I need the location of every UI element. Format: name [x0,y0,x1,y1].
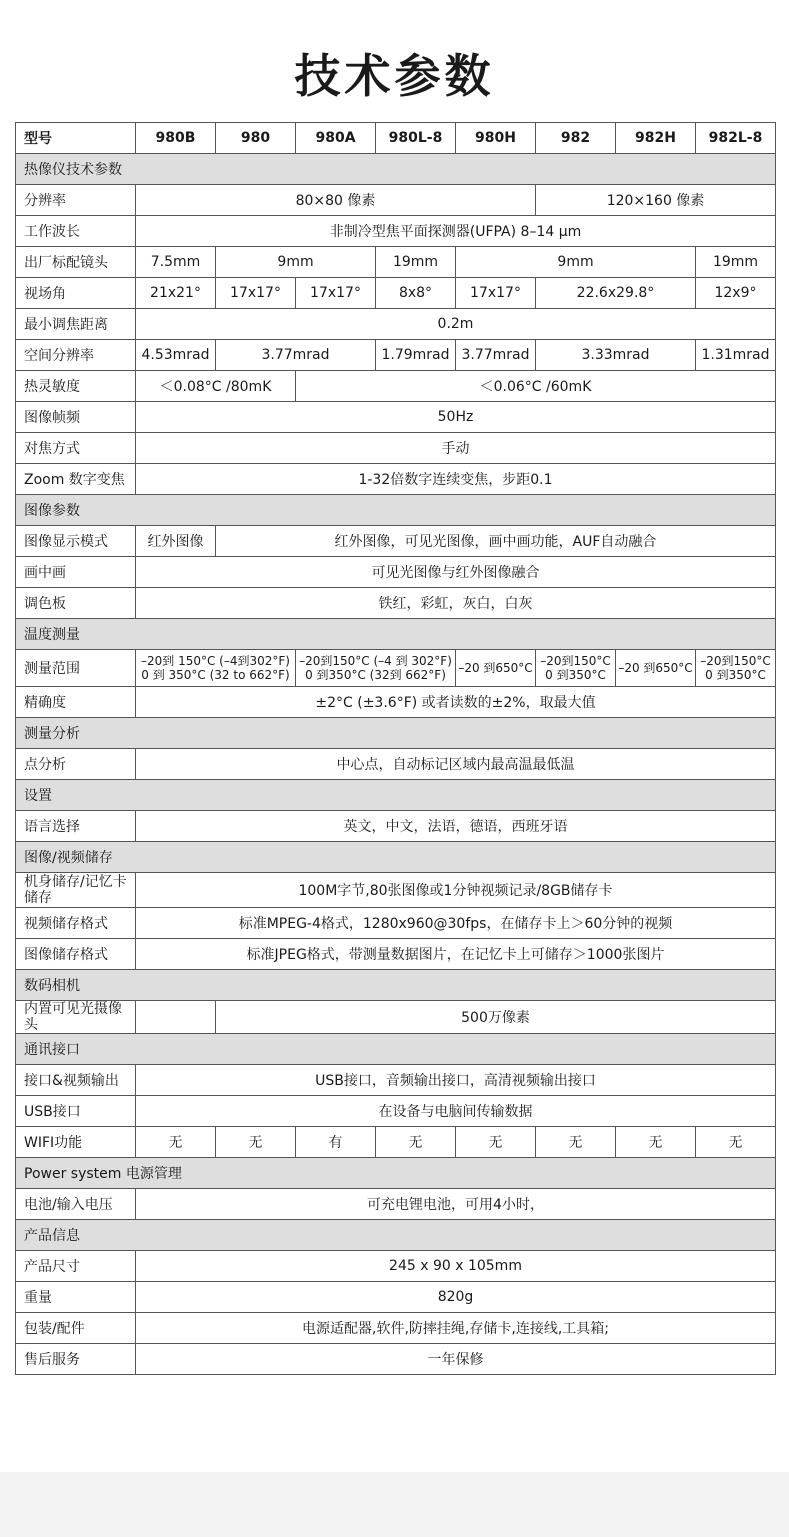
section-image: 图像参数 [16,495,776,526]
table-row [16,873,776,908]
ifov-value: 3.77mrad [456,340,536,371]
row-label: 视频储存格式 [16,908,136,939]
video-format-value: 标准MPEG-4格式，1280x960@30fps，在储存卡上＞60分钟的视频 [136,908,776,939]
table-row [16,1251,776,1282]
row-label: 工作波长 [16,216,136,247]
row-label: 图像储存格式 [16,939,136,970]
table-row [16,1065,776,1096]
waveband-value: 非制冷型焦平面探测器(UFPA) 8–14 μm [136,216,776,247]
section-analysis: 测量分析 [16,718,776,749]
section-row [16,619,776,650]
row-label: 调色板 [16,588,136,619]
ifov-value: 4.53mrad [136,340,216,371]
frame-rate-value: 50Hz [136,402,776,433]
table-row [16,939,776,970]
wifi-value: 无 [456,1127,536,1158]
weight-value: 820g [136,1282,776,1313]
row-label: 图像帧频 [16,402,136,433]
table-row [16,1127,776,1158]
ifov-value: 1.31mrad [696,340,776,371]
table-row [16,1189,776,1220]
section-power: Power system 电源管理 [16,1158,776,1189]
ifov-value: 1.79mrad [376,340,456,371]
section-row [16,1220,776,1251]
fov-value: 8x8° [376,278,456,309]
section-product: 产品信息 [16,1220,776,1251]
section-row [16,970,776,1001]
table-row [16,1282,776,1313]
table-row [16,908,776,939]
row-label: 重量 [16,1282,136,1313]
section-settings: 设置 [16,780,776,811]
row-label: 内置可见光摄像头 [16,1001,136,1034]
footer-band [0,1472,789,1537]
table-row [16,247,776,278]
range-value: –20到150°C 0 到350°C [536,650,616,687]
service-value: 一年保修 [136,1344,776,1375]
table-row [16,1001,776,1034]
row-label: 热灵敏度 [16,371,136,402]
row-label: 画中画 [16,557,136,588]
fov-value: 21x21° [136,278,216,309]
package-value: 电源适配器,软件,防摔挂绳,存储卡,连接线,工具箱; [136,1313,776,1344]
row-label: 图像显示模式 [16,526,136,557]
model-name: 980B [136,123,216,154]
image-format-value: 标准JPEG格式，带测量数据图片，在记忆卡上可储存＞1000张图片 [136,939,776,970]
model-row [16,123,776,154]
row-label: USB接口 [16,1096,136,1127]
table-row [16,749,776,780]
table-row [16,309,776,340]
range-value: –20到150°C 0 到350°C [696,650,776,687]
lens-value: 9mm [456,247,696,278]
fov-value: 12x9° [696,278,776,309]
table-row [16,371,776,402]
section-row [16,718,776,749]
table-row [16,1096,776,1127]
row-label: Zoom 数字变焦 [16,464,136,495]
table-row [16,526,776,557]
model-name: 980L-8 [376,123,456,154]
row-label: 最小调焦距离 [16,309,136,340]
battery-value: 可充电锂电池，可用4小时， [136,1189,776,1220]
section-temp: 温度测量 [16,619,776,650]
wifi-value: 无 [696,1127,776,1158]
model-name: 980 [216,123,296,154]
table-row [16,588,776,619]
model-name: 982H [616,123,696,154]
accuracy-value: ±2°C (±3.6°F) 或者读数的±2%，取最大值 [136,687,776,718]
visible-camera-value: 500万像素 [216,1001,776,1034]
table-row [16,464,776,495]
section-row [16,842,776,873]
row-label: 机身储存/记忆卡储存 [16,873,136,908]
display-mode-value: 红外图像，可见光图像，画中画功能，AUF自动融合 [216,526,776,557]
empty-cell [136,1001,216,1034]
pip-value: 可见光图像与红外图像融合 [136,557,776,588]
table-row [16,185,776,216]
section-comm: 通讯接口 [16,1034,776,1065]
section-row [16,1034,776,1065]
palette-value: 铁红，彩虹，灰白，白灰 [136,588,776,619]
wifi-value: 无 [216,1127,296,1158]
table-row [16,216,776,247]
row-label: 接口&视频输出 [16,1065,136,1096]
range-value: –20 到650°C [616,650,696,687]
section-thermal: 热像仪技术参数 [16,154,776,185]
row-label: 点分析 [16,749,136,780]
table-row [16,1313,776,1344]
lens-value: 19mm [376,247,456,278]
ifov-value: 3.77mrad [216,340,376,371]
storage-media-value: 100M字节,80张图像或1分钟视频记录/8GB储存卡 [136,873,776,908]
section-row [16,154,776,185]
row-label: WIFI功能 [16,1127,136,1158]
fov-value: 17x17° [296,278,376,309]
display-mode-value: 红外图像 [136,526,216,557]
row-label: 精确度 [16,687,136,718]
zoom-value: 1-32倍数字连续变焦，步距0.1 [136,464,776,495]
range-value: –20到150°C (–4 到 302°F) 0 到350°C (32到 662°F) [296,650,456,687]
table-row [16,811,776,842]
section-row [16,780,776,811]
usb-value: 在设备与电脑间传输数据 [136,1096,776,1127]
row-label: 视场角 [16,278,136,309]
row-label: 包装/配件 [16,1313,136,1344]
table-row [16,687,776,718]
lens-value: 7.5mm [136,247,216,278]
lens-value: 19mm [696,247,776,278]
min-focus-value: 0.2m [136,309,776,340]
row-label: 售后服务 [16,1344,136,1375]
table-row [16,650,776,687]
spot-value: 中心点，自动标记区域内最高温最低温 [136,749,776,780]
resolution-value: 80×80 像素 [136,185,536,216]
sensitivity-value: ＜0.08°C /80mK [136,371,296,402]
fov-value: 17x17° [216,278,296,309]
sensitivity-value: ＜0.06°C /60mK [296,371,776,402]
language-value: 英文，中文，法语，德语，西班牙语 [136,811,776,842]
model-name: 982 [536,123,616,154]
row-label: 对焦方式 [16,433,136,464]
section-storage: 图像/视频储存 [16,842,776,873]
model-label: 型号 [16,123,136,154]
focus-mode-value: 手动 [136,433,776,464]
table-row [16,340,776,371]
row-label: 电池/输入电压 [16,1189,136,1220]
fov-value: 17x17° [456,278,536,309]
row-label: 产品尺寸 [16,1251,136,1282]
table-row [16,433,776,464]
range-value: –20 到650°C [456,650,536,687]
page-title: 技术参数 [294,49,495,103]
row-label: 出厂标配镜头 [16,247,136,278]
table-row [16,557,776,588]
row-label: 测量范围 [16,650,136,687]
model-name: 982L-8 [696,123,776,154]
section-camera: 数码相机 [16,970,776,1001]
lens-value: 9mm [216,247,376,278]
model-name: 980H [456,123,536,154]
section-row [16,1158,776,1189]
ifov-value: 3.33mrad [536,340,696,371]
range-value: –20到 150°C (–4到302°F) 0 到 350°C (32 to 662°F) [136,650,296,687]
fov-value: 22.6x29.8° [536,278,696,309]
row-label: 分辨率 [16,185,136,216]
table-row [16,402,776,433]
wifi-value: 无 [136,1127,216,1158]
row-label: 空间分辨率 [16,340,136,371]
size-value: 245 x 90 x 105mm [136,1251,776,1282]
model-name: 980A [296,123,376,154]
wifi-value: 有 [296,1127,376,1158]
row-label: 语言选择 [16,811,136,842]
interfaces-value: USB接口，音频输出接口，高清视频输出接口 [136,1065,776,1096]
wifi-value: 无 [536,1127,616,1158]
table-row [16,1344,776,1375]
wifi-value: 无 [376,1127,456,1158]
table-row [16,278,776,309]
resolution-value: 120×160 像素 [536,185,776,216]
spec-table [15,122,776,1375]
section-row [16,495,776,526]
wifi-value: 无 [616,1127,696,1158]
